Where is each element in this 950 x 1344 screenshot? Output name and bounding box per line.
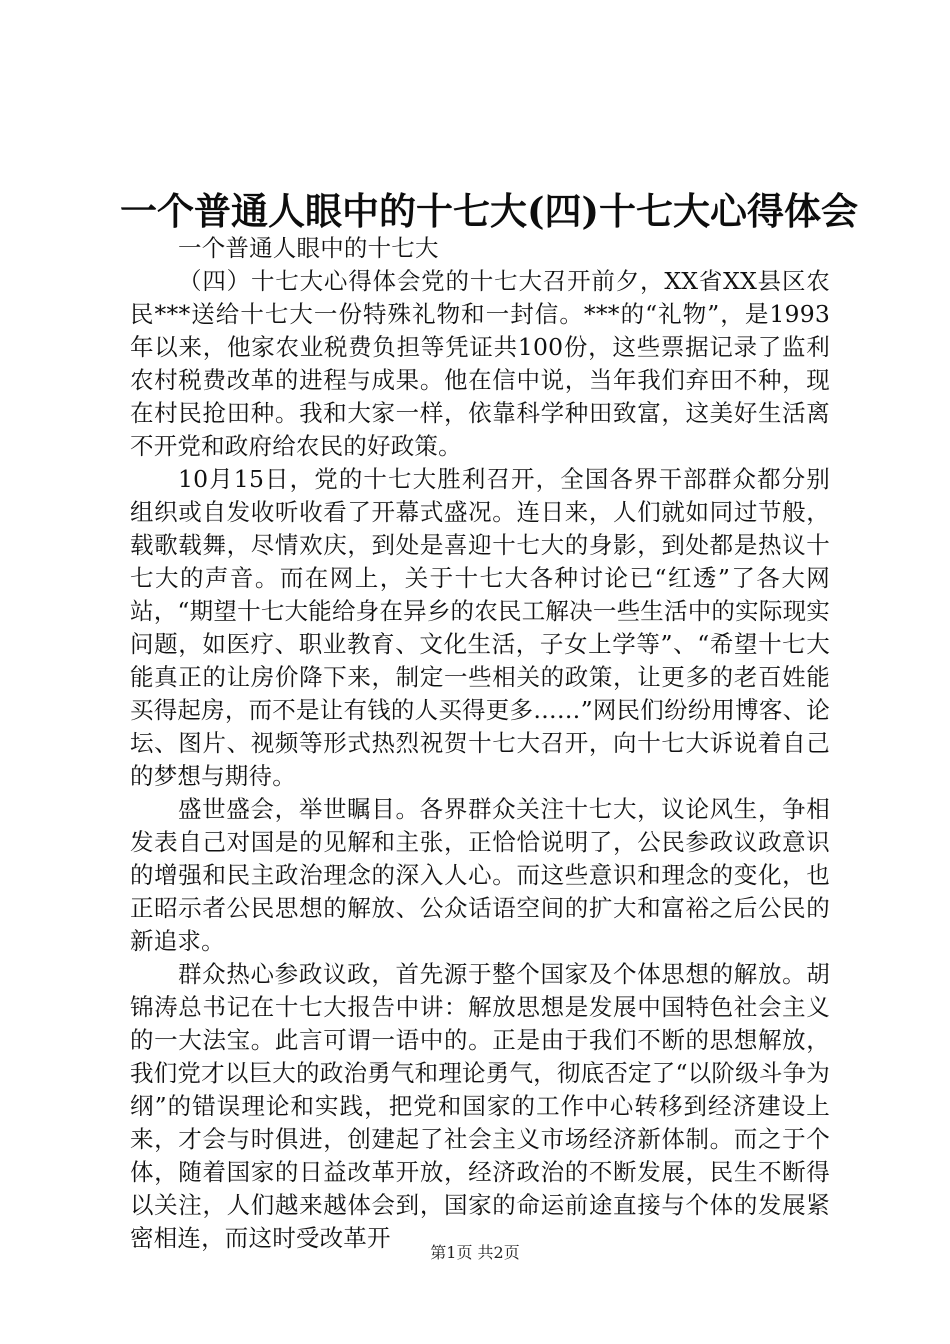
body-paragraph: （四）十七大心得体会党的十七大召开前夕，XX省XX县区农民***送给十七大一份特殊礼物和一封信。***的“礼物”，是1993年以来，他家农业税费负担等凭证共100份，这些票据记录了监利农村税费改革的进程与成果。他在信中说，当年我们弃田不种，现在村民抢田种。我和大家一样，依靠科学种田致富，这美好生活离不开党和政府给农民的好政策。 [130,267,830,460]
body-paragraph: 群众热心参政议政，首先源于整个国家及个体思想的解放。胡锦涛总书记在十七大报告中讲：解放思想是发展中国特色社会主义的一大法宝。此言可谓一语中的。正是由于我们不断的思想解放，我们党才以巨大的政治勇气和理论勇气，彻底否定了“以阶级斗争为纲”的错误理论和实践，把党和国家的工作中心转移到经济建设上来，才会与时俱进，创建起了社会主义市场经济新体制。而之于个体，随着国家的日益改革开放，经济政治的不断发展，民生不断得以关注，人们越来越体会到，国家的命运前途直接与个体的发展紧密相连，而这时受改革开 [130,960,830,1252]
subheading-paragraph: 一个普通人眼中的十七大 [178,234,439,262]
body-paragraph: 盛世盛会，举世瞩目。各界群众关注十七大，议论风生，争相发表自己对国是的见解和主张，正恰恰说明了，公民参政议政意识的增强和民主政治理念的深入人心。而这些意识和理念的变化，也正昭示者公民思想的解放、公众话语空间的扩大和富裕之后公民的新追求。 [130,795,830,955]
body-paragraph: 10月15日，党的十七大胜利召开，全国各界干部群众都分别组织或自发收听收看了开幕式盛况。连日来，人们就如同过节般，载歌载舞，尽情欢庆，到处是喜迎十七大的身影，到处都是热议十七大的声音。而在网上，关于十七大各种讨论已“红透”了各大网站，“期望十七大能给身在异乡的农民工解决一些生活中的实际现实问题，如医疗、职业教育、文化生活，子女上学等”、“希望十七大能真正的让房价降下来，制定一些相关的政策，让更多的老百姓能买得起房，而不是让有钱的人买得更多……”网民们纷纷用博客、论坛、图片、视频等形式热烈祝贺十七大召开，向十七大诉说着自己的梦想与期待。 [130,465,830,790]
page-number-footer: 第1页 共2页 [430,1243,520,1262]
document-title: 一个普通人眼中的十七大(四)十七大心得体会 [120,189,859,233]
document-body [130,232,830,1255]
